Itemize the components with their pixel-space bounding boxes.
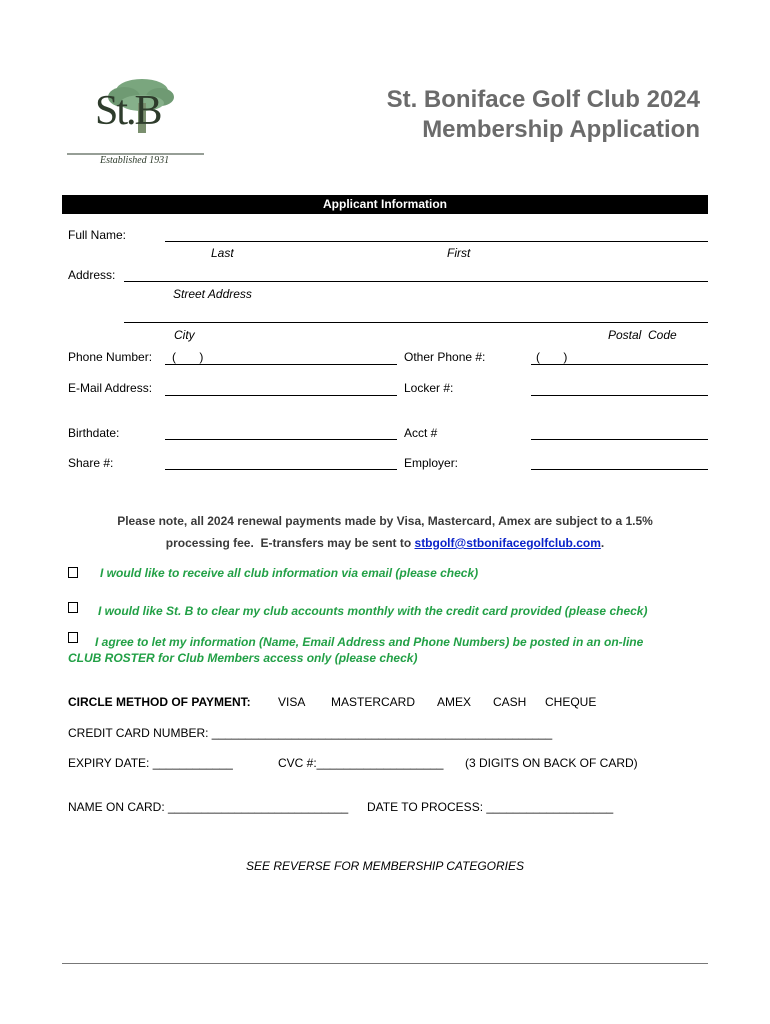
- roster-consent-label-2: CLUB ROSTER for Club Members access only (please check): [68, 651, 418, 665]
- email-field[interactable]: [165, 395, 397, 396]
- payment-mastercard[interactable]: MASTERCARD: [331, 695, 416, 709]
- credit-card-number-field[interactable]: CREDIT CARD NUMBER: ___________________________________________________: [68, 726, 553, 740]
- logo-caption: Established 1931: [100, 155, 170, 166]
- email-info-checkbox[interactable]: [68, 567, 78, 578]
- payment-method-label: CIRCLE METHOD OF PAYMENT:: [68, 695, 251, 709]
- fee-notice-text: processing fee. E-transfers may be sent to: [165, 536, 415, 550]
- address-label: Address:: [68, 268, 116, 282]
- footer-divider: [62, 963, 708, 964]
- share-field[interactable]: [165, 469, 397, 470]
- club-logo: [62, 75, 212, 170]
- payment-cash[interactable]: CASH: [493, 695, 527, 709]
- other-phone-label: Other Phone #:: [404, 350, 486, 364]
- full-name-field[interactable]: [165, 241, 708, 242]
- cvc-note: (3 DIGITS ON BACK OF CARD): [465, 756, 638, 770]
- street-address-hint: Street Address: [173, 287, 252, 301]
- payment-cheque[interactable]: CHEQUE: [545, 695, 597, 709]
- other-phone-area-parens: ( ): [536, 350, 568, 364]
- fee-notice-period: .: [600, 536, 605, 550]
- phone-field[interactable]: [165, 364, 397, 365]
- postal-code-hint: Postal Code: [608, 328, 677, 342]
- city-hint: City: [174, 328, 195, 342]
- phone-label: Phone Number:: [68, 350, 153, 364]
- reverse-note: SEE REVERSE FOR MEMBERSHIP CATEGORIES: [245, 859, 525, 873]
- roster-consent-label-1: I agree to let my information (Name, Email Address and Phone Numbers) be posted in an on-line: [95, 635, 644, 649]
- street-address-field[interactable]: [124, 281, 708, 282]
- first-name-hint: First: [447, 246, 471, 260]
- clear-accounts-checkbox[interactable]: [68, 602, 78, 613]
- phone-area-parens: ( ): [172, 350, 204, 364]
- city-postal-field[interactable]: [124, 322, 708, 323]
- title-line-2: Membership Application: [422, 116, 700, 143]
- birthdate-label: Birthdate:: [68, 426, 120, 440]
- locker-label: Locker #:: [404, 381, 454, 395]
- full-name-label: Full Name:: [68, 228, 127, 242]
- employer-field[interactable]: [531, 469, 708, 470]
- fee-notice-line-2: [0, 536, 770, 550]
- birthdate-field[interactable]: [165, 439, 397, 440]
- locker-field[interactable]: [531, 395, 708, 396]
- cvc-field[interactable]: CVC #:___________________: [278, 756, 444, 770]
- last-name-hint: Last: [211, 246, 234, 260]
- other-phone-field[interactable]: [531, 364, 708, 365]
- logo-letters: St.B: [95, 88, 161, 134]
- payment-amex[interactable]: AMEX: [437, 695, 472, 709]
- roster-consent-checkbox[interactable]: [68, 632, 78, 643]
- expiry-date-field[interactable]: EXPIRY DATE: ____________: [68, 756, 233, 770]
- name-on-card-field[interactable]: NAME ON CARD: ___________________________: [68, 800, 349, 814]
- section-banner: Applicant Information: [62, 195, 708, 214]
- date-to-process-field[interactable]: DATE TO PROCESS: ___________________: [367, 800, 614, 814]
- email-label: E-Mail Address:: [68, 381, 153, 395]
- fee-notice-line-1: Please note, all 2024 renewal payments made by Visa, Mastercard, Amex are subject to a 1.5%: [117, 514, 653, 528]
- etransfer-email-link[interactable]: stbgolf@stbonifacegolfclub.com: [414, 536, 601, 550]
- email-info-label: I would like to receive all club information via email (please check): [100, 566, 479, 580]
- page-title: [387, 85, 700, 145]
- acct-label: Acct #: [404, 426, 438, 440]
- acct-field[interactable]: [531, 439, 708, 440]
- title-line-1: St. Boniface Golf Club 2024: [386, 86, 700, 113]
- share-label: Share #:: [68, 456, 114, 470]
- clear-accounts-label: I would like St. B to clear my club accounts monthly with the credit card provided (please check): [98, 604, 648, 618]
- payment-visa[interactable]: VISA: [278, 695, 306, 709]
- employer-label: Employer:: [404, 456, 459, 470]
